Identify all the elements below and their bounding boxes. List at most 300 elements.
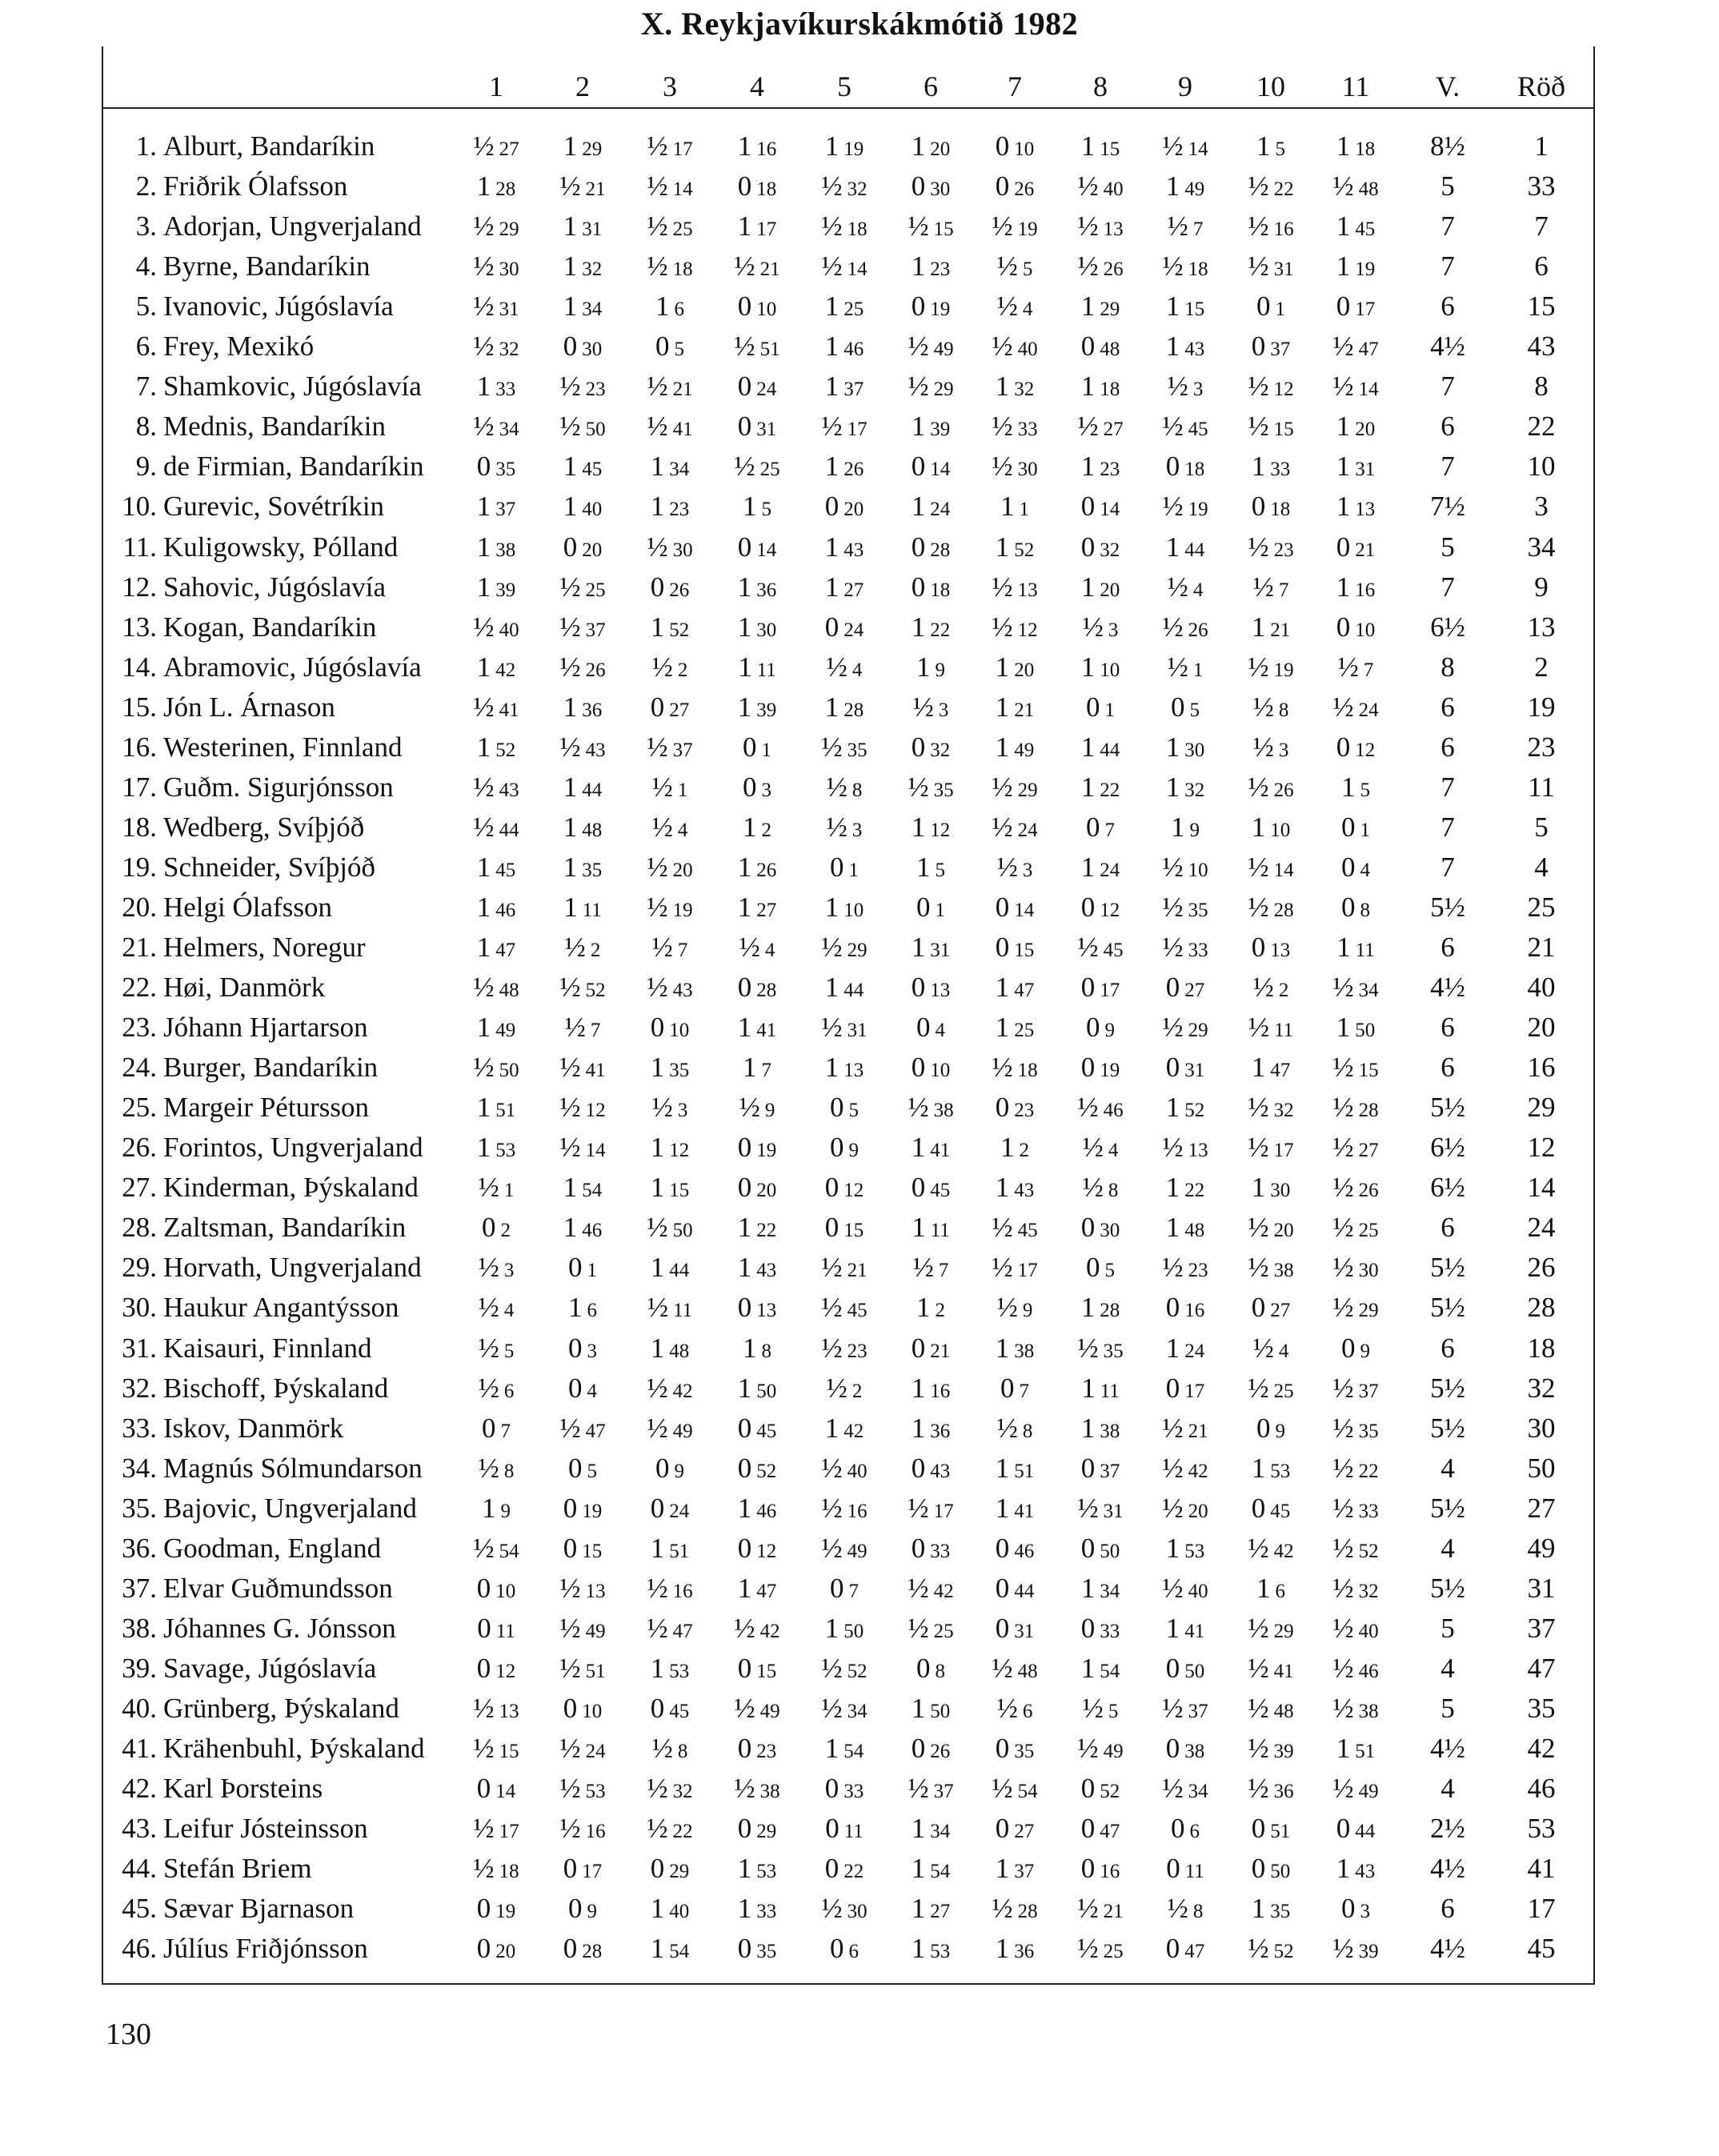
- result-opponent: 34: [847, 1700, 868, 1722]
- result-opponent: 21: [1103, 1901, 1124, 1923]
- result-opponent: 19: [1100, 1060, 1120, 1082]
- round-result: [888, 126, 974, 170]
- total-score: 4½: [1430, 1933, 1465, 1965]
- result-opponent: 42: [1188, 1460, 1208, 1482]
- round-result: [972, 407, 1058, 450]
- round-result: [627, 968, 713, 1011]
- result-score: 1: [916, 1292, 931, 1324]
- round-result: [1057, 287, 1144, 330]
- round-result: [714, 327, 800, 370]
- result-score: 0: [482, 1212, 496, 1244]
- result-opponent: 38: [1100, 1420, 1120, 1442]
- result-score: ½: [821, 1492, 843, 1524]
- result-opponent: 52: [585, 980, 606, 1002]
- result-opponent: 22: [756, 1220, 777, 1242]
- result-score: 1: [476, 932, 491, 963]
- result-opponent: 49: [847, 1540, 868, 1562]
- round-result: [972, 968, 1058, 1011]
- result-score: 0: [995, 130, 1010, 162]
- round-result: [539, 1929, 626, 1972]
- round-result: [714, 567, 800, 611]
- result-score: 1: [563, 451, 578, 483]
- result-opponent: 3: [677, 1100, 688, 1122]
- round-result: [1312, 287, 1399, 330]
- result-opponent: 53: [1184, 1540, 1205, 1562]
- round-result: [1057, 447, 1144, 490]
- result-opponent: 26: [1188, 619, 1208, 641]
- result-opponent: 41: [930, 1140, 951, 1162]
- result-score: 1: [1251, 451, 1266, 483]
- result-score: ½: [473, 411, 495, 443]
- result-opponent: 27: [1014, 1821, 1035, 1843]
- round-result: [1142, 1048, 1228, 1091]
- total-score: 5: [1441, 1692, 1455, 1724]
- player-number: 35.: [122, 1492, 157, 1524]
- header-round-7: 7: [1008, 70, 1022, 102]
- result-score: 1: [824, 1733, 839, 1764]
- round-result: [627, 1769, 713, 1812]
- result-opponent: 52: [1014, 539, 1035, 561]
- result-opponent: 2: [935, 1300, 945, 1322]
- round-result: [1057, 1649, 1144, 1692]
- result-score: ½: [559, 651, 581, 683]
- round-result: [627, 407, 713, 450]
- round-result: [1142, 727, 1228, 771]
- result-score: 1: [824, 571, 839, 603]
- round-result: [1312, 1168, 1399, 1211]
- result-opponent: 41: [756, 1020, 777, 1042]
- final-rank: 1: [1534, 130, 1549, 162]
- round-result: [627, 1569, 713, 1612]
- player-number: 10.: [122, 491, 157, 523]
- table-row: [0, 1088, 1719, 1128]
- round-result: [1142, 1168, 1228, 1211]
- result-score: 1: [650, 1172, 665, 1204]
- result-opponent: 52: [495, 739, 516, 761]
- result-opponent: 47: [1100, 1821, 1120, 1843]
- result-score: 1: [476, 891, 491, 923]
- result-opponent: 36: [756, 579, 777, 601]
- round-result: [539, 607, 626, 651]
- round-result: [972, 1609, 1058, 1652]
- round-result: [1057, 968, 1144, 1011]
- result-score: ½: [473, 331, 495, 363]
- header-round-3: 3: [663, 70, 677, 102]
- player-number: 40.: [122, 1692, 157, 1724]
- result-opponent: 17: [499, 1821, 519, 1843]
- result-opponent: 52: [1358, 1540, 1379, 1562]
- result-score: 1: [995, 1172, 1010, 1204]
- result-opponent: 26: [669, 579, 690, 601]
- round-result: [972, 1369, 1058, 1412]
- result-score: 1: [1336, 491, 1351, 523]
- result-score: 0: [476, 1572, 491, 1604]
- result-score: 0: [830, 1933, 844, 1965]
- result-opponent: 45: [495, 859, 516, 881]
- player-name: Jón L. Árnason: [163, 691, 335, 723]
- result-opponent: 19: [1017, 218, 1038, 241]
- round-result: [1142, 1369, 1228, 1412]
- result-score: ½: [1252, 571, 1274, 603]
- round-result: [1312, 1689, 1399, 1732]
- round-result: [1312, 607, 1399, 651]
- round-result: [1057, 607, 1144, 651]
- round-result: [539, 1208, 626, 1251]
- result-score: ½: [1082, 1692, 1104, 1724]
- result-opponent: 39: [1358, 1941, 1379, 1963]
- result-score: 0: [1341, 891, 1356, 923]
- round-result: [1228, 1048, 1314, 1091]
- result-score: ½: [1077, 1893, 1099, 1925]
- round-result: [1312, 1609, 1399, 1652]
- result-score: ½: [1162, 932, 1184, 963]
- player-name: Westerinen, Finnland: [163, 731, 403, 763]
- result-score: 1: [911, 1692, 926, 1724]
- result-opponent: 32: [672, 1781, 693, 1803]
- result-opponent: 11: [495, 1620, 515, 1642]
- result-score: ½: [992, 1773, 1013, 1805]
- round-result: [888, 1489, 974, 1532]
- result-opponent: 5: [1104, 1260, 1115, 1282]
- round-result: [453, 687, 539, 731]
- round-result: [627, 1849, 713, 1892]
- result-score: ½: [647, 1372, 668, 1404]
- table-row: [0, 607, 1719, 647]
- total-score: 6: [1441, 1332, 1455, 1364]
- result-opponent: 49: [759, 1700, 780, 1722]
- round-result: [1057, 848, 1144, 891]
- round-result: [888, 1248, 974, 1291]
- result-score: ½: [1077, 250, 1099, 283]
- result-score: ½: [1248, 1733, 1269, 1764]
- round-result: [801, 607, 888, 651]
- result-score: ½: [647, 1412, 668, 1444]
- header-round-6: 6: [924, 70, 938, 102]
- result-score: 1: [916, 851, 931, 883]
- result-score: ½: [1162, 411, 1184, 443]
- result-opponent: 3: [1360, 1901, 1370, 1923]
- result-opponent: 28: [495, 178, 516, 201]
- result-score: ½: [1082, 1132, 1104, 1164]
- round-result: [888, 1288, 974, 1331]
- result-score: ½: [1082, 1172, 1104, 1204]
- result-opponent: 34: [1100, 1580, 1120, 1602]
- round-result: [972, 687, 1058, 731]
- result-opponent: 46: [756, 1500, 777, 1522]
- result-score: ½: [647, 1572, 668, 1604]
- round-result: [1312, 767, 1399, 811]
- result-score: 0: [1251, 491, 1266, 523]
- result-score: 1: [1080, 1292, 1096, 1324]
- total-score: 5½: [1430, 1372, 1465, 1404]
- round-result: [1057, 928, 1144, 971]
- player-number: 21.: [122, 932, 157, 963]
- result-opponent: 4: [1192, 579, 1204, 601]
- result-opponent: 5: [503, 1340, 515, 1362]
- header-round-9: 9: [1178, 70, 1192, 102]
- round-result: [627, 1048, 713, 1091]
- result-score: 1: [911, 1933, 926, 1965]
- result-opponent: 15: [933, 218, 954, 241]
- table-row: [0, 807, 1719, 848]
- round-result: [627, 1729, 713, 1772]
- result-opponent: 16: [585, 1821, 606, 1843]
- result-score: ½: [559, 611, 581, 643]
- result-score: ½: [647, 1773, 668, 1805]
- round-result: [1312, 1849, 1399, 1892]
- total-score: 5: [1441, 1612, 1455, 1644]
- result-score: 0: [568, 1252, 583, 1284]
- round-result: [888, 848, 974, 891]
- result-score: 1: [650, 611, 665, 643]
- round-result: [453, 1088, 539, 1131]
- result-opponent: 39: [495, 579, 516, 601]
- result-opponent: 8: [1360, 899, 1370, 921]
- result-score: 1: [482, 1492, 496, 1524]
- total-score: 7: [1441, 811, 1455, 843]
- total-score: 5½: [1430, 1572, 1465, 1604]
- player-number: 31.: [122, 1332, 157, 1364]
- result-opponent: 54: [1017, 1781, 1038, 1803]
- result-opponent: 3: [851, 819, 863, 841]
- table-row: [0, 1889, 1719, 1929]
- table-row: [0, 567, 1719, 607]
- round-result: [453, 447, 539, 490]
- player-name: de Firmian, Bandaríkin: [163, 451, 424, 483]
- result-score: ½: [1077, 411, 1099, 443]
- result-score: ½: [1332, 1692, 1354, 1724]
- result-score: 0: [1251, 1813, 1266, 1845]
- round-result: [972, 1689, 1058, 1732]
- result-opponent: 38: [1014, 1340, 1035, 1362]
- result-opponent: 48: [1184, 1220, 1205, 1242]
- result-opponent: 35: [1358, 1420, 1379, 1442]
- result-opponent: 30: [1358, 1260, 1379, 1282]
- result-opponent: 11: [1100, 1380, 1120, 1402]
- player-name: Abramovic, Júgóslavía: [163, 651, 422, 683]
- result-score: 1: [824, 451, 839, 483]
- round-result: [627, 1689, 713, 1732]
- result-opponent: 22: [672, 1821, 693, 1843]
- result-opponent: 27: [499, 138, 519, 160]
- result-opponent: 22: [843, 1861, 864, 1883]
- result-opponent: 54: [499, 1540, 519, 1562]
- result-opponent: 5: [935, 859, 945, 881]
- round-result: [627, 1248, 713, 1291]
- result-opponent: 42: [759, 1620, 780, 1642]
- result-opponent: 50: [756, 1380, 777, 1402]
- result-score: 0: [737, 531, 752, 563]
- round-result: [1142, 1889, 1228, 1932]
- result-opponent: 20: [495, 1941, 516, 1963]
- result-opponent: 13: [1355, 499, 1376, 521]
- result-opponent: 23: [669, 499, 690, 521]
- result-opponent: 33: [495, 379, 516, 401]
- round-result: [801, 1409, 888, 1452]
- round-result: [1312, 447, 1399, 490]
- result-score: 0: [911, 170, 926, 202]
- result-opponent: 7: [1363, 659, 1374, 681]
- result-score: ½: [647, 731, 668, 763]
- result-score: ½: [908, 1092, 929, 1124]
- player-name: Byrne, Bandaríkin: [163, 250, 371, 283]
- round-result: [1228, 1168, 1314, 1211]
- result-opponent: 41: [585, 1060, 606, 1082]
- result-score: 0: [655, 331, 670, 363]
- round-result: [1228, 607, 1314, 651]
- round-result: [714, 206, 800, 250]
- round-result: [1228, 126, 1314, 170]
- result-opponent: 16: [756, 138, 777, 160]
- round-result: [1057, 246, 1144, 290]
- result-opponent: 53: [585, 1781, 606, 1803]
- result-opponent: 9: [1360, 1340, 1370, 1362]
- result-opponent: 51: [585, 1660, 606, 1682]
- result-score: 1: [1000, 1132, 1015, 1164]
- result-opponent: 19: [1273, 659, 1294, 681]
- player-name: Savage, Júgóslavía: [163, 1652, 377, 1684]
- round-result: [801, 1849, 888, 1892]
- result-opponent: 16: [1273, 218, 1294, 241]
- final-rank: 50: [1527, 1452, 1556, 1484]
- result-score: ½: [1077, 1492, 1099, 1524]
- final-rank: 19: [1527, 691, 1556, 723]
- round-result: [1057, 1449, 1144, 1492]
- round-result: [1312, 928, 1399, 971]
- result-score: ½: [647, 250, 668, 283]
- round-result: [1228, 367, 1314, 410]
- round-result: [801, 1809, 888, 1852]
- result-score: 1: [916, 651, 931, 683]
- result-score: 0: [1080, 1853, 1096, 1885]
- result-opponent: 31: [1014, 1620, 1035, 1642]
- round-result: [801, 367, 888, 410]
- round-result: [1312, 367, 1399, 410]
- result-score: ½: [559, 1612, 581, 1644]
- round-result: [453, 166, 539, 210]
- table-row: [0, 647, 1719, 687]
- result-score: 0: [1080, 1813, 1096, 1845]
- result-opponent: 18: [1100, 379, 1120, 401]
- result-opponent: 18: [499, 1861, 519, 1883]
- player-number: 25.: [122, 1092, 157, 1124]
- table-row: [0, 527, 1719, 567]
- round-result: [972, 888, 1058, 931]
- round-result: [539, 1769, 626, 1812]
- result-opponent: 11: [582, 899, 602, 921]
- player-number: 32.: [122, 1372, 157, 1404]
- result-opponent: 12: [1355, 739, 1376, 761]
- round-result: [972, 1809, 1058, 1852]
- round-result: [627, 888, 713, 931]
- result-score: ½: [473, 130, 495, 162]
- round-result: [539, 1689, 626, 1732]
- result-opponent: 30: [1017, 459, 1038, 481]
- result-score: ½: [647, 851, 668, 883]
- result-opponent: 18: [1188, 258, 1208, 281]
- result-score: 1: [911, 411, 926, 443]
- result-opponent: 29: [582, 138, 603, 160]
- result-opponent: 4: [677, 819, 688, 841]
- round-result: [1142, 1128, 1228, 1171]
- result-score: ½: [1248, 1933, 1269, 1965]
- round-result: [627, 567, 713, 611]
- result-score: 0: [916, 1012, 931, 1044]
- result-opponent: 4: [503, 1300, 515, 1322]
- round-result: [539, 848, 626, 891]
- round-result: [1142, 407, 1228, 450]
- result-opponent: 33: [1188, 940, 1208, 961]
- final-rank: 14: [1527, 1172, 1556, 1204]
- result-opponent: 1: [935, 899, 945, 921]
- round-result: [1142, 1769, 1228, 1812]
- result-opponent: 23: [1014, 1100, 1035, 1122]
- result-opponent: 49: [933, 339, 954, 361]
- result-score: 1: [1165, 170, 1180, 202]
- player-number: 8.: [135, 411, 157, 443]
- result-opponent: 17: [847, 419, 868, 441]
- result-score: 1: [563, 691, 578, 723]
- result-score: ½: [559, 972, 581, 1004]
- result-opponent: 48: [669, 1340, 690, 1362]
- result-opponent: 5: [674, 339, 684, 361]
- round-result: [539, 246, 626, 290]
- result-score: ½: [1332, 691, 1354, 723]
- round-result: [1057, 126, 1144, 170]
- result-opponent: 7: [590, 1020, 601, 1042]
- result-score: ½: [992, 1652, 1013, 1684]
- round-result: [972, 1849, 1058, 1892]
- table-row: [0, 1449, 1719, 1489]
- round-result: [453, 1008, 539, 1051]
- round-result: [627, 848, 713, 891]
- round-result: [972, 1048, 1058, 1091]
- result-opponent: 53: [495, 1140, 516, 1162]
- result-score: 0: [911, 1733, 926, 1764]
- result-score: 0: [995, 1092, 1010, 1124]
- round-result: [1228, 1889, 1314, 1932]
- round-result: [801, 888, 888, 931]
- result-score: ½: [559, 1813, 581, 1845]
- result-opponent: 11: [843, 1821, 864, 1843]
- player-number: 1.: [135, 130, 157, 162]
- round-result: [972, 447, 1058, 490]
- round-result: [539, 1569, 626, 1612]
- total-score: 5½: [1430, 1092, 1465, 1124]
- round-result: [1142, 487, 1228, 530]
- round-result: [801, 1489, 888, 1532]
- round-result: [972, 1168, 1058, 1211]
- result-opponent: 2: [590, 940, 601, 961]
- result-score: ½: [1332, 1372, 1354, 1404]
- table-row: [0, 888, 1719, 928]
- round-result: [714, 1208, 800, 1251]
- player-number: 34.: [122, 1452, 157, 1484]
- result-score: ½: [908, 1773, 929, 1805]
- round-result: [888, 1529, 974, 1572]
- final-rank: 9: [1534, 571, 1549, 603]
- round-result: [972, 1529, 1058, 1572]
- round-result: [453, 367, 539, 410]
- result-score: 0: [824, 1853, 839, 1885]
- result-opponent: 17: [1017, 1260, 1038, 1282]
- result-score: ½: [647, 972, 668, 1004]
- result-opponent: 37: [933, 1781, 954, 1803]
- result-score: 1: [1165, 1172, 1180, 1204]
- result-opponent: 13: [756, 1300, 777, 1322]
- result-score: 0: [1080, 531, 1096, 563]
- result-score: ½: [821, 411, 843, 443]
